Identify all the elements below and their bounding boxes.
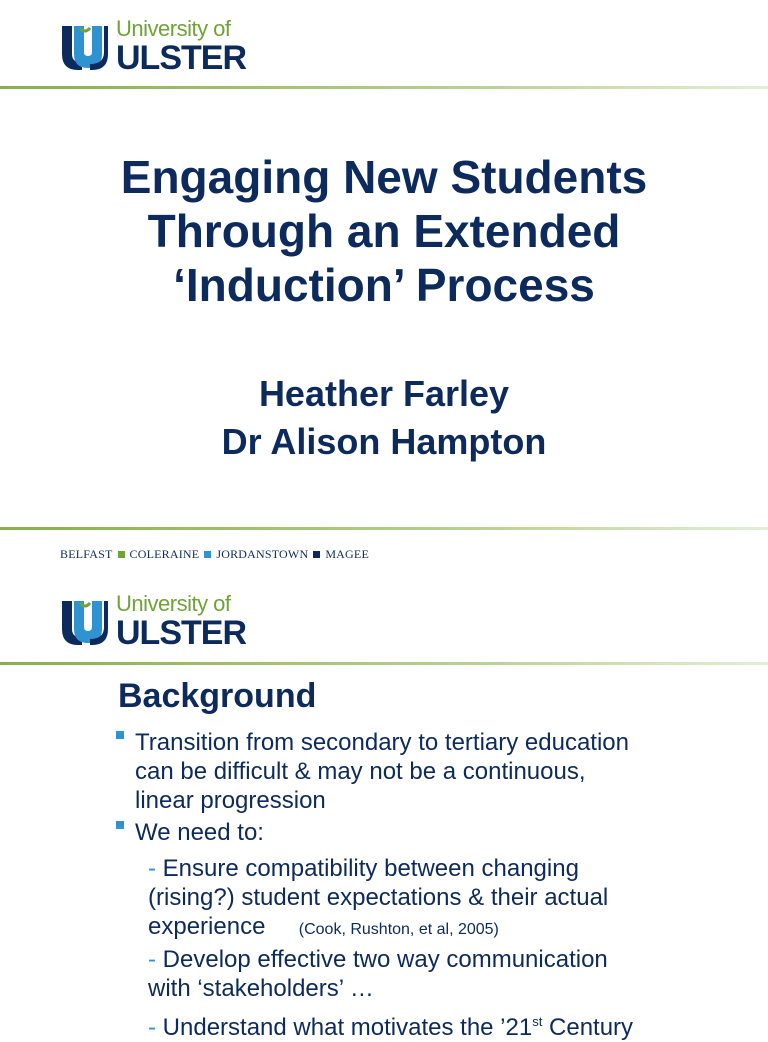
author-2: Dr Alison Hampton: [221, 421, 547, 462]
slide-heading: Background: [118, 677, 317, 715]
sub-line: Ensure compatibility between changing: [162, 855, 579, 882]
sub-line: Understand what motivates the ’21: [162, 1014, 533, 1041]
header-divider: [0, 662, 768, 665]
sub-line: Century: [542, 1014, 634, 1041]
ulster-crest-icon: [60, 22, 110, 72]
square-icon: [118, 551, 125, 558]
bullet-line: linear progression: [135, 787, 326, 814]
superscript: st: [532, 1014, 543, 1029]
sub-bullet-communication: [148, 945, 708, 1003]
logo-ulster: ULSTER: [116, 614, 246, 652]
logo-university-of: University of: [116, 591, 231, 616]
logo-ulster: ULSTER: [116, 39, 246, 77]
square-icon: [204, 551, 211, 558]
bullet-transition: [116, 728, 716, 815]
dash-marker: -: [148, 855, 156, 882]
square-icon: [313, 551, 320, 558]
sub-line: experience: [148, 913, 266, 940]
sub-bullet-motivation: [148, 1007, 708, 1042]
university-logo: [60, 18, 246, 75]
campus-belfast: BELFAST: [60, 547, 113, 561]
campus-jordanstown: JORDANSTOWN: [216, 547, 309, 561]
title-line-3: ‘Induction’ Process: [173, 259, 595, 311]
sub-line: (rising?) student expectations & their actual: [148, 884, 609, 911]
header-divider: [0, 86, 768, 89]
bullet-line: can be difficult & may not be a continuous,: [135, 758, 586, 785]
dash-marker: -: [148, 1014, 156, 1041]
title-line-1: Engaging New Students: [120, 151, 648, 203]
bullet-we-need-to: [116, 818, 716, 847]
bullet-square-icon: [116, 821, 124, 829]
author-1: Heather Farley: [258, 373, 510, 414]
ulster-crest-icon: [60, 597, 110, 647]
dash-marker: -: [148, 946, 156, 973]
bullet-line: Transition from secondary to tertiary education: [135, 729, 630, 756]
campus-magee: MAGEE: [325, 547, 369, 561]
bullet-square-icon: [116, 731, 124, 739]
campus-list: [60, 547, 369, 562]
bullet-text: We need to:: [135, 819, 264, 846]
authors: [0, 370, 768, 466]
university-logo: [60, 593, 246, 650]
sub-line: with ‘stakeholders’ …: [148, 975, 374, 1002]
citation: (Cook, Rushton, et al, 2005): [298, 921, 499, 938]
sub-line: Develop effective two way communication: [162, 946, 608, 973]
title-line-2: Through an Extended: [147, 205, 621, 257]
background-slide: [0, 577, 768, 1041]
slide-title: [0, 150, 768, 312]
sub-bullet-compatibility: [148, 854, 708, 944]
footer-divider: [0, 527, 768, 530]
logo-university-of: University of: [116, 16, 231, 41]
campus-coleraine: COLERAINE: [129, 547, 200, 561]
